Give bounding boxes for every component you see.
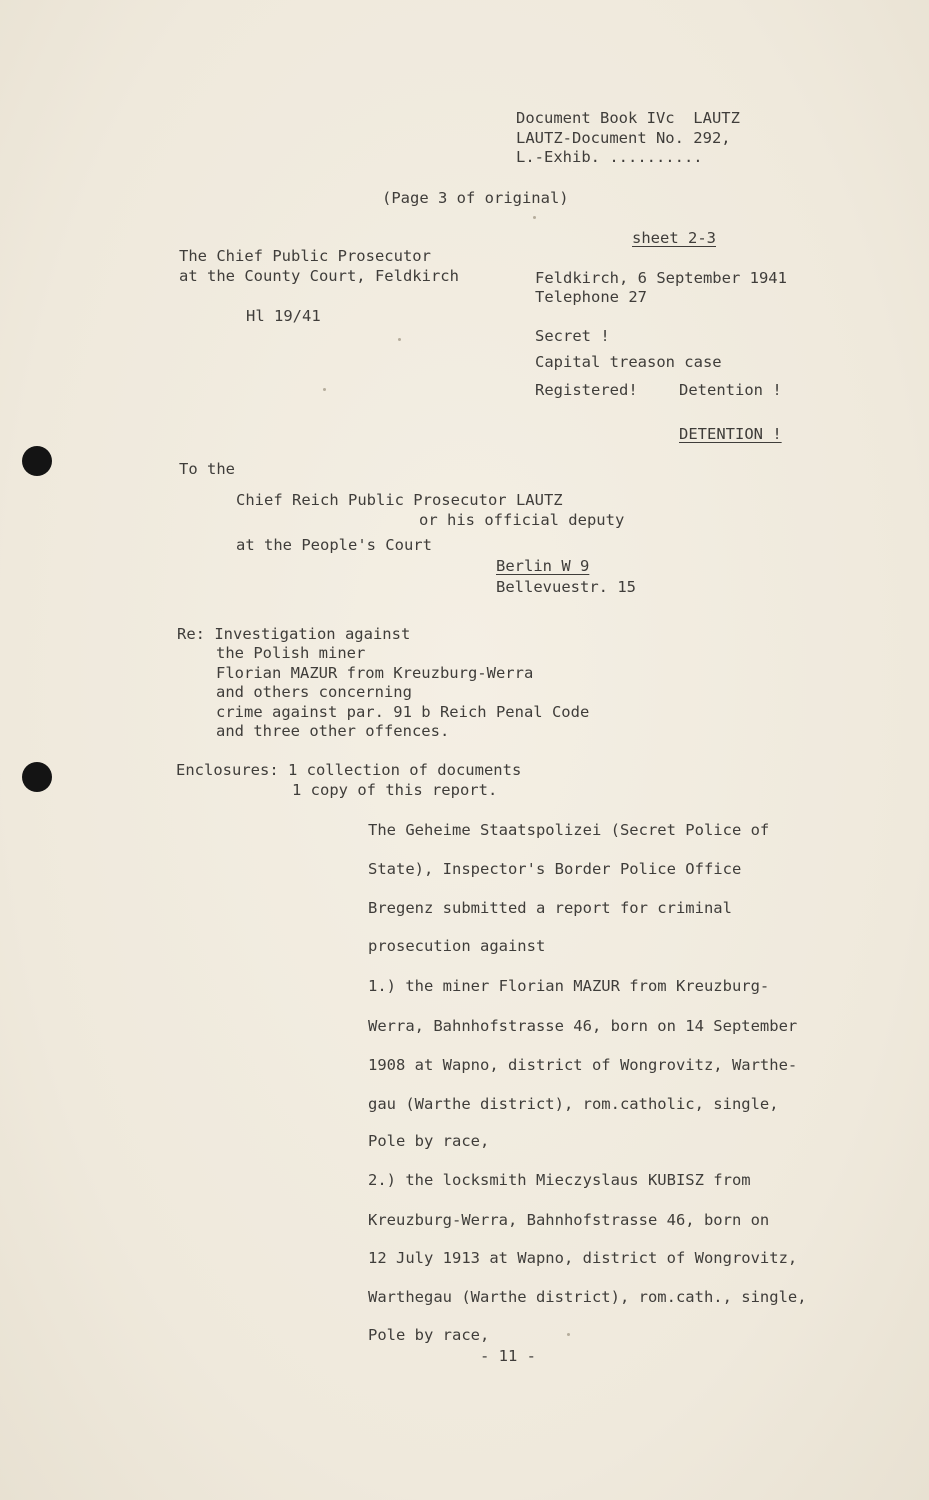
exhibit-line: L.-Exhib. .......... bbox=[516, 148, 703, 166]
document-book-line: Document Book IVc LAUTZ bbox=[516, 109, 740, 127]
recipient-court: at the People's Court bbox=[236, 536, 432, 554]
body-line: 1.) the miner Florian MAZUR from Kreuzburg- bbox=[368, 977, 770, 995]
subject-line: Florian MAZUR from Kreuzburg-Werra bbox=[216, 664, 534, 682]
paper-speck bbox=[567, 1333, 570, 1336]
body-line: State), Inspector's Border Police Office bbox=[368, 860, 742, 878]
body-line: Werra, Bahnhofstrasse 46, born on 14 September bbox=[368, 1017, 798, 1035]
body-line: Kreuzburg-Werra, Bahnhofstrasse 46, born on bbox=[368, 1211, 770, 1229]
sheet-number: sheet 2-3 bbox=[632, 229, 716, 247]
body-line: Warthegau (Warthe district), rom.cath., single, bbox=[368, 1288, 807, 1306]
body-line: 12 July 1913 at Wapno, district of Wongrovitz, bbox=[368, 1249, 798, 1267]
recipient-title: Chief Reich Public Prosecutor LAUTZ bbox=[236, 491, 563, 509]
subject-line: Re: Investigation against bbox=[177, 625, 411, 643]
place-date: Feldkirch, 6 September 1941 bbox=[535, 269, 787, 287]
subject-line: the Polish miner bbox=[216, 644, 366, 662]
sender-title: The Chief Public Prosecutor bbox=[179, 247, 431, 265]
body-line: Bregenz submitted a report for criminal bbox=[368, 899, 732, 917]
recipient-street: Bellevuestr. 15 bbox=[496, 578, 636, 596]
recipient-intro: To the bbox=[179, 460, 235, 478]
page-number: - 11 - bbox=[480, 1347, 536, 1365]
subject-line: and others concerning bbox=[216, 683, 412, 701]
paper-speck bbox=[398, 338, 401, 341]
paper-speck bbox=[533, 216, 536, 219]
case-type: Capital treason case bbox=[535, 353, 722, 371]
document-number-line: LAUTZ-Document No. 292, bbox=[516, 129, 731, 147]
body-line: Pole by race, bbox=[368, 1326, 490, 1344]
detention-heading: DETENTION ! bbox=[679, 425, 782, 443]
detention-mark: Detention ! bbox=[679, 381, 782, 399]
subject-line: and three other offences. bbox=[216, 722, 450, 740]
body-line: Pole by race, bbox=[368, 1132, 490, 1150]
telephone: Telephone 27 bbox=[535, 288, 647, 306]
sender-court: at the County Court, Feldkirch bbox=[179, 267, 459, 285]
secret-mark: Secret ! bbox=[535, 327, 610, 345]
page-of-original: (Page 3 of original) bbox=[382, 189, 569, 207]
body-line: prosecution against bbox=[368, 937, 546, 955]
body-line: 1908 at Wapno, district of Wongrovitz, Warthe- bbox=[368, 1056, 798, 1074]
enclosures-line: 1 copy of this report. bbox=[292, 781, 498, 799]
enclosures-line: Enclosures: 1 collection of documents bbox=[176, 761, 522, 779]
file-reference: Hl 19/41 bbox=[246, 307, 321, 325]
paper-speck bbox=[323, 388, 326, 391]
body-line: 2.) the locksmith Mieczyslaus KUBISZ from bbox=[368, 1171, 751, 1189]
registered-mark: Registered! bbox=[535, 381, 638, 399]
recipient-deputy: or his official deputy bbox=[419, 511, 625, 529]
subject-line: crime against par. 91 b Reich Penal Code bbox=[216, 703, 590, 721]
body-line: gau (Warthe district), rom.catholic, single, bbox=[368, 1095, 779, 1113]
body-line: The Geheime Staatspolizei (Secret Police of bbox=[368, 821, 770, 839]
recipient-city: Berlin W 9 bbox=[496, 557, 590, 575]
punch-hole bbox=[22, 446, 52, 476]
punch-hole bbox=[22, 762, 52, 792]
